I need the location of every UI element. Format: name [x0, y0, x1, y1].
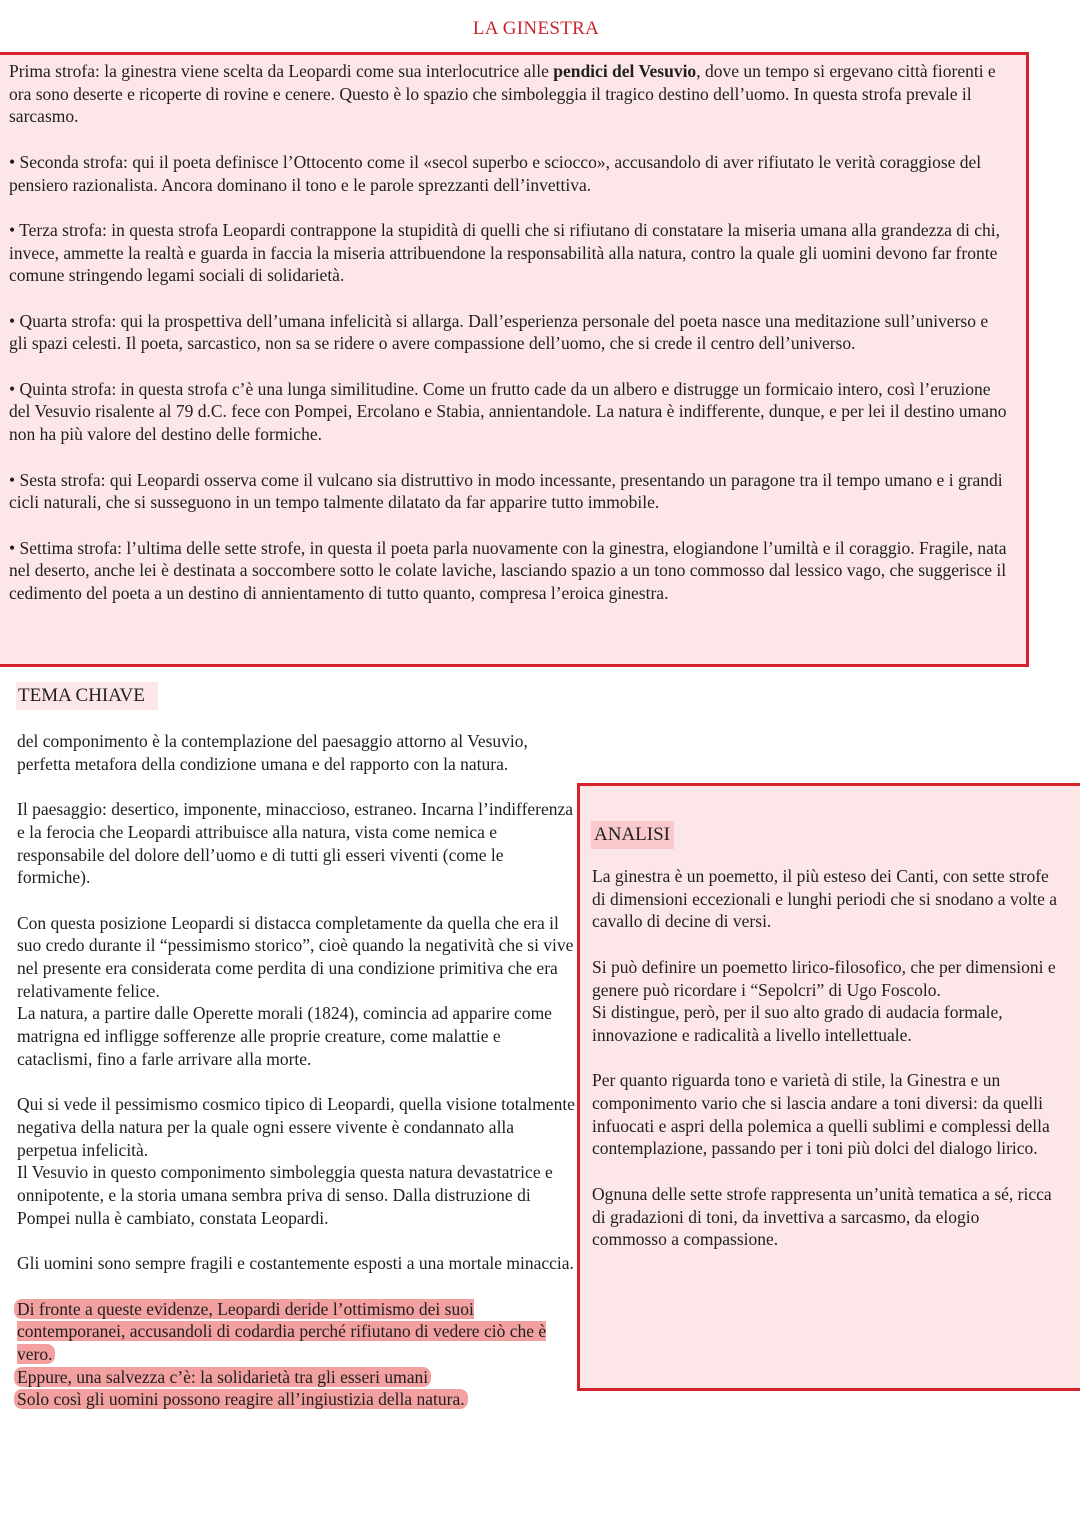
tema-paragraph-1: del componimento è la contemplazione del paesaggio attorno al Vesuvio, perfetta metafora della condizione umana e del rapporto con la natura.	[17, 731, 528, 774]
analisi-paragraph-4b: infuocati e aspri della polemica a quelli sublimi e complessi della contemplazione, passando per i toni più dolci del dialogo lirico.	[592, 1115, 1050, 1159]
analisi-paragraph-4a: Per quanto riguarda tono e varietà di stile, la Ginestra e un componimento vario che si lascia andare a toni diversi: da quelli	[592, 1070, 1043, 1113]
analisi-paragraph-3: Si distingue, però, per il suo alto grado di audacia formale, innovazione e radicalità a livello intellettuale.	[592, 1002, 1003, 1045]
highlight-3: Solo così gli uomini possono reagire all’ingiustizia della natura.	[14, 1389, 468, 1409]
highlighted-paragraph-3	[17, 1388, 577, 1411]
strophe-1-text-a: Prima strofa: la ginestra viene scelta da Leopardi come sua interlocutrice alle	[9, 61, 554, 81]
tema-chiave-column	[17, 730, 577, 1411]
strophe-3: • Terza strofa: in questa strofa Leopardi contrappone la stupidità di quelli che si rifiutano di constatare la miseria umana alla grandezza di chi, invece, ammette la realtà e guarda in faccia la miseria attribuendone la responsabilità alla natura, contro la quale gli uomini devono far fronte comune stringendo legami sociali di solidarietà.	[9, 219, 1001, 286]
tema-paragraph-4: La natura, a partire dalle Operette morali (1824), comincia ad apparire come matrigna ed infligge sofferenze alle proprie creature, come malattie e cataclismi, fino a farle arrivare alla morte.	[17, 1003, 552, 1069]
analisi-paragraph-1: La ginestra è un poemetto, il più esteso dei Canti, con sette strofe di dimensioni eccezionali e lunghi periodi che si snodano a volte a cavallo di decine di versi.	[592, 866, 1058, 932]
strophe-7: • Settima strofa: l’ultima delle sette strofe, in questa il poeta parla nuovamente con la ginestra, elogiandone l’umiltà e il coraggio. Fragile, nata nel deserto, anche lei è destinata a soccombere sotto le colate laviche, lasciando spazio a un tono commosso dal lessico vago, che suggerisce il cedimento del poeta a un destino di annientamento di tutto quanto, compresa l’eroica ginestra.	[9, 537, 1007, 604]
strophe-5: • Quinta strofa: in questa strofa c’è una lunga similitudine. Come un frutto cade da un albero e distrugge un formicaio intero, così l’eruzione del Vesuvio risalente al 79 d.C. fece con Pompei, Ercolano e Stabia, annientandole. La natura è indifferente, dunque, e per lei il destino umano non ha più valore del destino delle formiche.	[9, 378, 1007, 445]
analisi-paragraph-2: Si può definire un poemetto lirico-filosofico, che per dimensioni e genere può ricordare i “Sepolcri” di Ugo Foscolo.	[592, 956, 1056, 1000]
strophe-2: • Seconda strofa: qui il poeta definisce l’Ottocento come il «secol superbo e sciocco», accusandolo di aver rifiutato le verità coraggiose del pensiero razionalista. Ancora dominano il tono e le parole sprezzanti dell’invettiva.	[9, 151, 982, 195]
analisi-paragraph-5b: commosso a compassione.	[592, 1229, 779, 1250]
analisi-paragraph-5a: Ognuna delle sette strofe rappresenta un’unità tematica a sé, ricca di gradazioni di toni, da invettiva a sarcasmo, da elogio	[592, 1183, 1052, 1227]
highlight-1: Di fronte a queste evidenze, Leopardi deride l’ottimismo dei suoi contemporanei, accusandoli di codardia perché rifiutano di vedere ciò che è vero.	[14, 1299, 546, 1364]
strophes-summary-box	[0, 52, 1029, 667]
highlight-2: Eppure, una salvezza c’è: la solidarietà tra gli esseri umani	[14, 1367, 431, 1387]
highlighted-paragraph-1	[17, 1298, 577, 1366]
page-title: LA GINESTRA	[472, 18, 600, 39]
strophe-1	[9, 60, 1008, 128]
strophe-1-text-b: , dove un tempo si ergevano città fiorenti e ora sono deserte e ricoperte di rovine e cenere. Questo è lo spazio che simboleggia il tragico destino dell’uomo. In questa strofa prevale il sarcasmo.	[9, 61, 996, 127]
highlighted-paragraph-2	[17, 1366, 577, 1389]
tema-paragraph-5: Qui si vede il pessimismo cosmico tipico di Leopardi, quella visione totalmente negativa della natura per la quale ogni essere vivente è condannato alla perpetua infelicità.	[17, 1094, 575, 1160]
strophe-6: • Sesta strofa: qui Leopardi osserva come il vulcano sia distruttivo in modo incessante, presentando un paragone tra il tempo umano e i grandi cicli naturali, che si susseguono in un tempo talmente dilatato da far apparire tutto immobile.	[9, 469, 1003, 513]
strophe-1-bold: pendici del Vesuvio	[553, 61, 697, 81]
tema-paragraph-7: Gli uomini sono sempre fragili e costantemente esposti a una mortale minaccia.	[17, 1253, 574, 1274]
analisi-label: ANALISI	[591, 821, 674, 849]
strophe-4: • Quarta strofa: qui la prospettiva dell’umana infelicità si allarga. Dall’esperienza personale del poeta nasce una meditazione sull’universo e gli spazi celesti. Il poeta, sarcastico, non sa se ridere o avere compassione dell’uomo, che si crede il centro dell’universo.	[9, 310, 989, 354]
tema-chiave-label: TEMA CHIAVE	[16, 682, 158, 710]
tema-paragraph-3: Con questa posizione Leopardi si distacca completamente da quella che era il suo credo durante il “pessimismo storico”, cioè quando la negatività che si vive nel presente era considerata come perdita di una condizione primitiva che era relativamente felice.	[17, 912, 574, 1001]
tema-paragraph-6: Il Vesuvio in questo componimento simboleggia questa natura devastatrice e onnipotente, e la storia umana sembra priva di senso. Dalla distruzione di Pompei nulla è cambiato, constata Leopardi.	[17, 1162, 553, 1228]
tema-paragraph-2: Il paesaggio: desertico, imponente, minaccioso, estraneo. Incarna l’indifferenza e la ferocia che Leopardi attribuisce alla natura, vista come nemica e responsabile del dolore dell’uomo e di tutti gli esseri viventi (come le formiche).	[17, 799, 574, 888]
analisi-box	[577, 783, 1080, 1391]
